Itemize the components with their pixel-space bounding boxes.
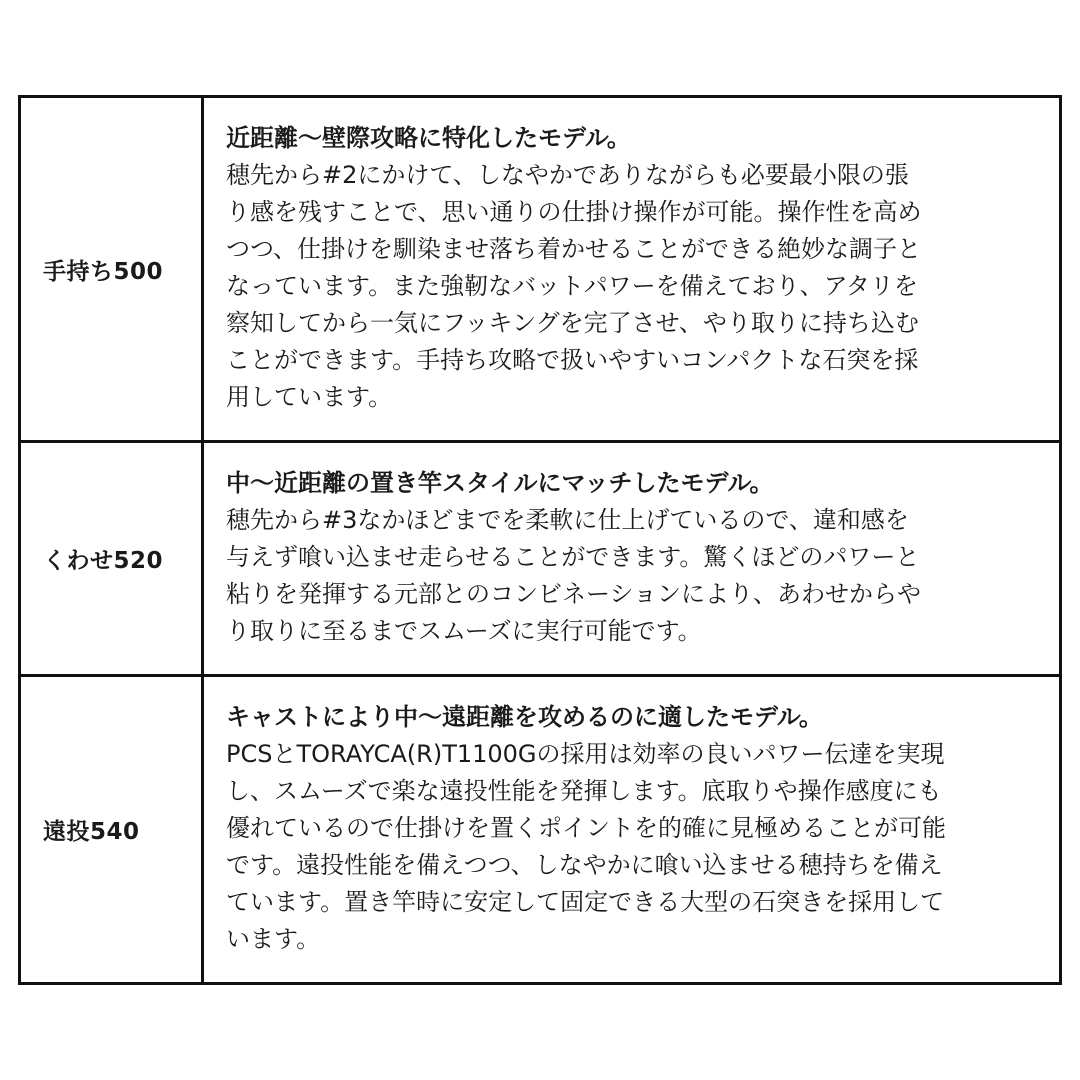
- model-name: 遠投540: [43, 819, 140, 845]
- model-description-body: PCSとTORAYCA(R)T1100Gの採用は効率の良いパワー伝達を実現 し、スムーズで楽な遠投性能を発揮します。底取りや操作感度にも 優れているので仕掛けを置くポイントを的確に見極めることが可能 です。遠投性能を備えつつ、しなやかに喰い込ませる穂持ちを備え ています。置き竿時に安定して固定できる大型の石突きを採用して います。: [226, 740, 946, 953]
- model-description-title: 近距離〜壁際攻略に特化したモデル。: [226, 124, 631, 152]
- model-name-cell: [20, 97, 203, 442]
- model-description-cell: [203, 97, 1061, 442]
- model-description-title: キャストにより中〜遠距離を攻めるのに適したモデル。: [226, 703, 823, 731]
- model-description-cell: [203, 442, 1061, 676]
- model-name: 手持ち500: [43, 258, 164, 285]
- model-name: くわせ520: [43, 548, 164, 574]
- model-description-body: 穂先から#3なかほどまでを柔軟に仕上げているので、違和感を 与えず喰い込ませ走らせることができます。驚くほどのパワーと 粘りを発揮する元部とのコンビネーションにより、あわせからや り取りに至るまでスムーズに実行可能です。: [226, 506, 922, 645]
- model-description-title: 中〜近距離の置き竿スタイルにマッチしたモデル。: [226, 469, 774, 497]
- table-row: [20, 676, 1061, 984]
- model-name-cell: [20, 442, 203, 676]
- table-row: [20, 442, 1061, 676]
- model-spec-table: [18, 95, 1062, 985]
- model-description-cell: [203, 676, 1061, 984]
- model-name-cell: [20, 676, 203, 984]
- model-description-body: 穂先から#2にかけて、しなやかでありながらも必要最小限の張 り感を残すことで、思い通りの仕掛け操作が可能。操作性を高め つつ、仕掛けを馴染ませ落ち着かせることができる絶妙な調子と なっています。また強靭なバットパワーを備えており、アタリを 察知してから一気にフッキングを完了させ、やり取りに持ち込む ことができます。手持ち攻略で扱いやすいコンパクトな石突を採 用しています。: [226, 161, 922, 411]
- table-row: [20, 97, 1061, 442]
